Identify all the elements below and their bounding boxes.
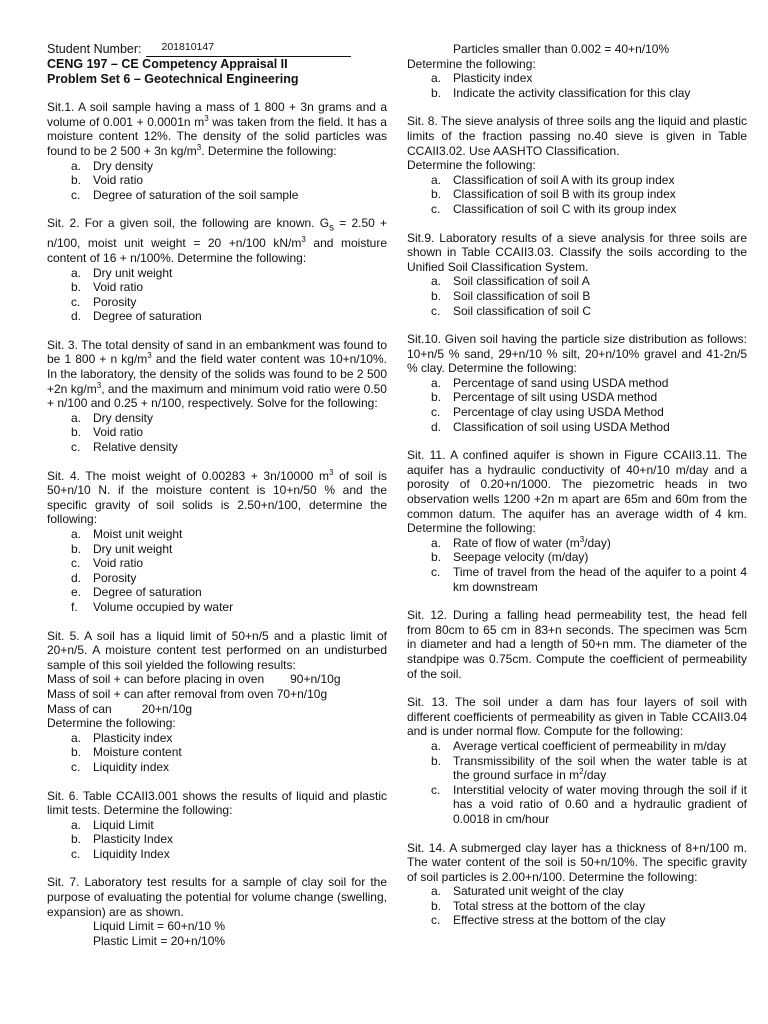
list-item xyxy=(47,847,387,862)
list-item: b. Transmissibility of the soil when the water table is at the ground surface in $m^2$/day xyxy=(431,753,747,783)
situation-4-list xyxy=(47,527,387,615)
list-item xyxy=(407,390,747,405)
list-item xyxy=(407,405,747,420)
list-item xyxy=(407,173,747,188)
list-marker: c. xyxy=(431,405,441,420)
list-item-text: Classification of soil A with its group index xyxy=(453,172,675,187)
situation-9 xyxy=(407,231,747,319)
situation-5-text: Sit. 5. A soil has a liquid limit of 50+n/5 and a plastic limit of 20+n/5. A moisture content test performed on an undisturbed sample of this soil yielded the following results: xyxy=(47,628,387,672)
list-item xyxy=(47,440,387,455)
situation-7-liquid-limit: Liquid Limit = 60+n/10 % xyxy=(93,919,226,934)
list-item xyxy=(407,86,747,101)
list-item-text: Moisture content xyxy=(93,745,182,760)
situation-6-list xyxy=(47,818,387,862)
situation-5-line-3: Mass of can 20+n/10g xyxy=(47,701,193,716)
list-marker: d. xyxy=(71,309,82,324)
situation-5 xyxy=(47,629,387,775)
list-item-text: Effective stress at the bottom of the clay xyxy=(453,913,666,928)
situation-7-determine: Determine the following: xyxy=(407,56,536,71)
list-item-text: Percentage of sand using USDA method xyxy=(453,375,669,390)
list-marker: f. xyxy=(71,599,78,614)
situation-12-text: Sit. 12. During a falling head permeability test, the head fell from 80cm to 65 cm in 83+n seconds. The specimen was 5cm in diameter and had a length of 50+n mm. The diameter of the standpipe was 0.75cm. Compute the coefficient of permeability of the soil. xyxy=(407,608,747,681)
list-marker: c. xyxy=(431,303,441,318)
list-item xyxy=(47,542,387,557)
list-marker: b. xyxy=(431,85,442,100)
situation-14-text: Sit. 14. A submerged clay layer has a thickness of 8+n/100 m. The water content of the soil is 50+n/10%. The specific gravity of soil particles is 2.00+n/100. Determine the following: xyxy=(407,840,747,884)
student-number-row xyxy=(47,42,387,57)
list-item-text: Void ratio xyxy=(93,173,144,188)
list-marker: c. xyxy=(71,440,81,455)
list-marker: a. xyxy=(71,158,82,173)
list-item-text: Classification of soil C with its group index xyxy=(453,201,677,216)
situation-6-text: Sit. 6. Table CCAII3.001 shows the results of liquid and plastic limit tests. Determine the following: xyxy=(47,788,387,818)
situation-1 xyxy=(47,100,387,202)
list-item xyxy=(47,818,387,833)
list-item xyxy=(407,274,747,289)
course-title: CENG 197 – CE Competency Appraisal II xyxy=(47,57,288,71)
situation-7 xyxy=(47,875,387,948)
list-item-text: Void ratio xyxy=(93,280,144,295)
list-item-text: Relative density xyxy=(93,440,178,455)
list-item-text: Dry unit weight xyxy=(93,265,173,280)
list-item-text: Volume occupied by water xyxy=(93,599,234,614)
list-item-text: Moist unit weight xyxy=(93,527,183,542)
situation-14 xyxy=(407,841,747,929)
list-marker: d. xyxy=(71,570,82,585)
list-item xyxy=(407,71,747,86)
situation-8-list xyxy=(407,173,747,217)
list-marker: c. xyxy=(431,913,441,928)
list-item-text: Porosity xyxy=(93,570,137,585)
list-item xyxy=(47,571,387,586)
situation-2-text: Sit. 2. For a given soil, the following are known. $G_s = 2.50 + n/100$, moist unit weight = 20 +n/100 $kN/m^3$ and moisture content of 16 + n/100%. Determine the following: xyxy=(47,216,388,265)
list-marker: a. xyxy=(431,884,442,899)
list-marker: b. xyxy=(431,288,442,303)
list-item: c. Interstitial velocity of water moving through the soil if it has a void ratio of 0.60 and a hydraulic gradient of 0.0018 in cm/hour xyxy=(431,782,747,826)
list-marker: a. xyxy=(71,817,82,832)
situation-5-list xyxy=(47,731,387,775)
situation-14-list xyxy=(407,884,747,928)
list-marker: b. xyxy=(71,425,82,440)
list-item xyxy=(47,309,387,324)
situation-1-list xyxy=(47,159,387,203)
situation-8-determine: Determine the following: xyxy=(407,158,536,173)
list-item xyxy=(47,745,387,760)
list-item xyxy=(47,159,387,174)
list-marker: b. xyxy=(71,541,82,556)
situation-5-line-2: Mass of soil + can after removal from oven 70+n/10g xyxy=(47,686,328,701)
student-number-field xyxy=(146,42,351,57)
situation-13-text: Sit. 13. The soil under a dam has four layers of soil with different coefficients of permeability as given in Table CCAII3.04 and is under normal flow. Compute for the following: xyxy=(407,695,747,739)
list-item xyxy=(47,173,387,188)
list-item-text: Plasticity index xyxy=(453,71,533,86)
list-item-text: Percentage of clay using USDA Method xyxy=(453,405,664,420)
situation-7-particles: Particles smaller than 0.002 = 40+n/10% xyxy=(453,42,670,56)
situation-11-text: Sit. 11. A confined aquifer is shown in Figure CCAII3.11. The aquifer has a hydraulic conductivity of 40+n/10 m/day and a porosity of 0.20+n/1000. The piezometric heads in two observation wells 1200 +2n m apart are 65m and 60m from the common datum. The aquifer has an average width of 4 km. Determine the following: xyxy=(407,448,747,536)
situation-3-text: Sit. 3. The total density of sand in an embankment was found to be 1 800 + n $kg/m^3$ and the field water content was 10+n/10%. In the laboratory, the density of the solids was found to be 2 500 +2n $kg/m^3$, and the maximum and minimum void ratio were 0.50 + n/100 and 0.25 + n/100, respectively. Solve for the following: xyxy=(47,337,387,411)
list-item xyxy=(407,899,747,914)
situation-3 xyxy=(47,338,387,455)
list-item-text: Indicate the activity classification for this clay xyxy=(453,85,691,100)
list-marker: a. xyxy=(71,265,82,280)
list-item-text: Degree of saturation xyxy=(93,309,202,324)
list-marker: c. xyxy=(71,187,81,202)
list-marker: c. xyxy=(71,759,81,774)
list-item: c. Time of travel from the head of the aquifer to a point 4 km downstream xyxy=(431,565,747,594)
list-item xyxy=(407,187,747,202)
student-number-value: 201810147 xyxy=(161,41,215,54)
list-item xyxy=(407,420,747,435)
list-item xyxy=(47,280,387,295)
situation-11-list xyxy=(407,536,747,594)
list-marker: b. xyxy=(431,898,442,913)
list-item xyxy=(47,556,387,571)
list-marker: a. xyxy=(431,71,442,86)
list-marker: b. xyxy=(71,745,82,760)
list-item xyxy=(407,376,747,391)
student-number-label: Student Number: xyxy=(47,42,142,57)
situation-3-list xyxy=(47,411,387,455)
list-item-text: Void ratio xyxy=(93,556,144,571)
list-item-text: Soil classification of soil A xyxy=(453,274,590,289)
list-item-text: Degree of saturation of the soil sample xyxy=(93,187,299,202)
list-item-text: Liquid Limit xyxy=(93,817,154,832)
situation-4 xyxy=(47,469,387,615)
list-item-text: Soil classification of soil B xyxy=(453,288,591,303)
right-column xyxy=(407,0,747,928)
situation-9-text: Sit.9. Laboratory results of a sieve analysis for three soils are shown in Table CCAII3.03. Classify the soils according to the Unified Soil Classification System. xyxy=(407,230,747,274)
list-item-text: Soil classification of soil C xyxy=(453,303,592,318)
list-marker: b. xyxy=(431,187,442,202)
list-item-text: Void ratio xyxy=(93,425,144,440)
situation-11 xyxy=(407,448,747,594)
situation-10-list xyxy=(407,376,747,434)
list-marker: a. xyxy=(71,410,82,425)
list-item xyxy=(47,760,387,775)
list-item-text: Liquidity Index xyxy=(93,846,170,861)
situation-9-list xyxy=(407,274,747,318)
list-item xyxy=(407,913,747,928)
list-item xyxy=(47,295,387,310)
list-marker: a. xyxy=(431,375,442,390)
situation-7-list xyxy=(407,71,747,100)
situation-5-determine: Determine the following: xyxy=(47,716,176,731)
list-item xyxy=(47,832,387,847)
list-marker: a. xyxy=(71,527,82,542)
list-marker: b. xyxy=(431,390,442,405)
list-item xyxy=(47,411,387,426)
list-item xyxy=(47,527,387,542)
list-item xyxy=(47,188,387,203)
list-item xyxy=(47,425,387,440)
list-item xyxy=(47,585,387,600)
list-marker: c. xyxy=(71,294,81,309)
situation-2 xyxy=(47,216,387,324)
situation-13-list xyxy=(407,739,747,827)
list-item-text: Saturated unit weight of the clay xyxy=(453,884,624,899)
list-item-text: Liquidity index xyxy=(93,759,170,774)
situation-1-text: Sit.1. A soil sample having a mass of 1 800 + 3n grams and a volume of 0.001 + 0.0001n $m^3$ was taken from the field. It has a moisture content 12%. The density of the solid particles was found to be 2 500 + 3n $kg/m^3$. Determine the following: xyxy=(47,100,387,158)
list-marker: b. xyxy=(71,832,82,847)
situation-2-list xyxy=(47,266,387,324)
situation-7-text: Sit. 7. Laboratory test results for a sample of clay soil for the purpose of evaluating the potential for volume change (swelling, expansion) are as shown. xyxy=(47,875,387,919)
list-item xyxy=(47,731,387,746)
list-item-text: Porosity xyxy=(93,294,137,309)
list-item-text: Degree of saturation xyxy=(93,585,202,600)
list-marker: d. xyxy=(431,419,442,434)
list-item: b. Seepage velocity (m/day) xyxy=(431,550,589,565)
situation-12 xyxy=(407,608,747,681)
list-item-text: Dry density xyxy=(93,158,154,173)
list-item xyxy=(407,289,747,304)
list-marker: a. xyxy=(431,172,442,187)
list-marker: a. xyxy=(431,274,442,289)
list-item xyxy=(407,884,747,899)
list-item-text: Plasticity index xyxy=(93,730,173,745)
situation-7-plastic-limit: Plastic Limit = 20+n/10% xyxy=(93,933,226,948)
list-marker: e. xyxy=(71,585,82,600)
list-item xyxy=(407,304,747,319)
list-item: a. Average vertical coefficient of permeability in m/day xyxy=(431,738,727,753)
situation-4-text: Sit. 4. The moist weight of 0.00283 + 3n/10000 $m^3$ of soil is 50+n/10 N. if the moisture content is 10+n/50 % and the specific gravity of soil solids is 2.50+n/100, determine the following: xyxy=(47,467,387,527)
list-marker: c. xyxy=(71,846,81,861)
situation-6 xyxy=(47,789,387,862)
list-item: a. Rate of flow of water $(m^3/day)$ xyxy=(431,534,611,550)
situation-10-text: Sit.10. Given soil having the particle size distribution as follows: 10+n/5 % sand, 29+n/10 % silt, 20+n/10% gravel and 41-2n/5 % clay. Determine the following: xyxy=(407,332,747,376)
situation-10 xyxy=(407,332,747,434)
list-item-text: Classification of soil using USDA Method xyxy=(453,419,670,434)
situation-8 xyxy=(407,114,747,216)
list-item-text: Dry unit weight xyxy=(93,541,173,556)
list-marker: c. xyxy=(71,556,81,571)
left-column xyxy=(47,0,387,948)
list-marker: c. xyxy=(431,201,441,216)
list-marker: a. xyxy=(71,730,82,745)
list-marker: b. xyxy=(71,280,82,295)
list-item xyxy=(47,266,387,281)
situation-5-line-1: Mass of soil + can before placing in oven 90+n/10g xyxy=(47,672,341,687)
problem-set-title: Problem Set 6 – Geotechnical Engineering xyxy=(47,71,299,86)
list-item-text: Percentage of silt using USDA method xyxy=(453,390,658,405)
list-marker: b. xyxy=(71,173,82,188)
list-item xyxy=(47,600,387,615)
list-item-text: Plasticity Index xyxy=(93,832,174,847)
list-item xyxy=(407,202,747,217)
situation-8-text: Sit. 8. The sieve analysis of three soils ang the liquid and plastic limits of the fraction passing no.40 sieve is given in Table CCAII3.02. Use AASHTO Classification. xyxy=(407,114,747,158)
list-item-text: Total stress at the bottom of the clay xyxy=(453,898,646,913)
situation-13 xyxy=(407,695,747,826)
list-item-text: Dry density xyxy=(93,410,154,425)
list-item-text: Classification of soil B with its group index xyxy=(453,187,676,202)
